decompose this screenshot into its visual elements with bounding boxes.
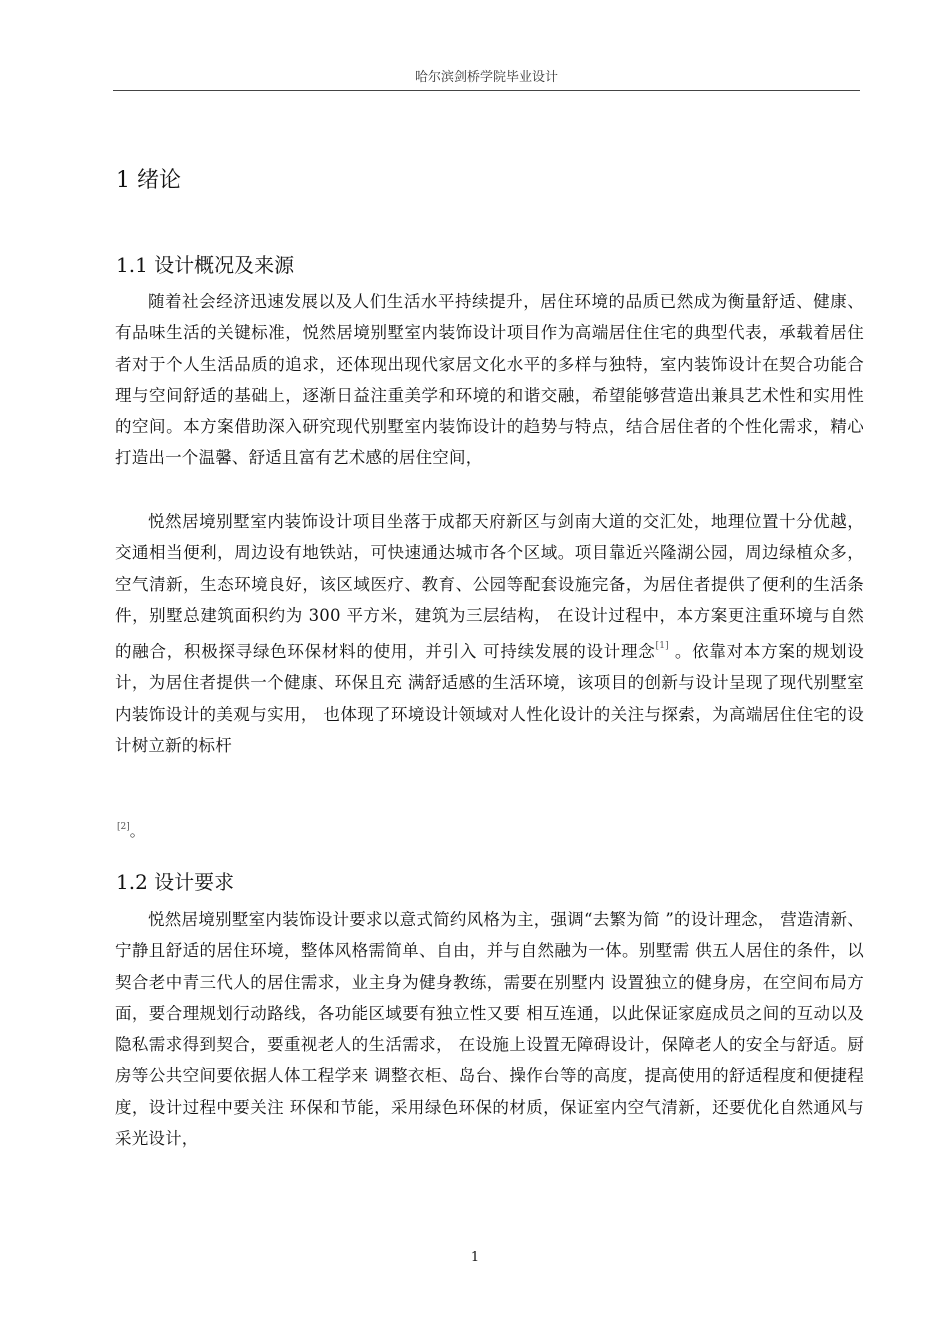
paragraph-location xyxy=(115,506,864,761)
citation-2[interactable]: [2] xyxy=(117,822,130,832)
paragraph-location-text-b: 。依靠对本方案的规划设计，为居住者提供一个健康、环保且充 满舒适感的生活环境，该项目的创新与设计呈现了现代别墅室内装饰设计的美观与实用， 也体现了环境设计领域对人性化设计的关注与探索，为高端居住住宅的设计树立新的标杆 xyxy=(115,642,864,756)
paragraph-overview: 随着社会经济迅速发展以及人们生活水平持续提升，居住环境的品质已然成为衡量舒适、健康、有品味生活的关键标准，悦然居境别墅室内装饰设计项目作为高端居住住宅的典型代表，承载着居住者对于个人生活品质的追求，还体现出现代家居文化水平的多样与独特，室内装饰设计在契合功能合理与空间舒适的基础上，逐渐日益注重美学和环境的和谐交融，希望能够营造出兼具艺术性和实用性的空间。本方案借助深入研究现代别墅室内装饰设计的趋势与特点，结合居住者的个性化需求，精心打造出一个温馨、舒适且富有艺术感的居住空间， xyxy=(115,292,864,468)
citation-line xyxy=(117,820,145,841)
page-number: 1 xyxy=(470,1250,480,1265)
chapter-title: 1 绪论 xyxy=(116,168,181,193)
paragraph-location-text-a: 悦然居境别墅室内装饰设计项目坐落于成都天府新区与剑南大道的交汇处，地理位置十分优越，交通相当便利，周边设有地铁站，可快速通达城市各个区域。项目靠近兴隆湖公园，周边绿植众多，空气清新，生态环境良好，该区域医疗、教育、公园等配套设施完备，为居住者提供了便利的生活条件，别墅总建筑面积约为 300 平方米，建筑为三层结构， 在设计过程中，本方案更注重环境与自然的融合，积极探寻绿色环保材料的使用，并引入 可持续发展的设计理念 xyxy=(115,512,864,662)
page-header xyxy=(113,64,860,91)
section-title-1-1: 1.1 设计概况及来源 xyxy=(116,253,295,277)
citation-tail: 。 xyxy=(129,822,145,840)
header-title: 哈尔滨剑桥学院毕业设计 xyxy=(414,70,558,85)
citation-1[interactable]: [1] xyxy=(655,641,669,652)
section-title-1-2: 1.2 设计要求 xyxy=(116,870,235,894)
paragraph-requirements: 悦然居境别墅室内装饰设计要求以意式简约风格为主，强调“去繁为简 ”的设计理念， 营造清新、宁静且舒适的居住环境，整体风格需简单、自由，并与自然融为一体。别墅需 供五人居住的条件，以契合老中青三代人的居住需求，业主身为健身教练，需要在别墅内 设置独立的健身房，在空间布局方面，要合理规划行动路线，各功能区域要有独立性又要 相互连通，以此保证家庭成员之间的互动以及隐私需求得到契合，要重视老人的生活需求， 在设施上设置无障碍设计，保障老人的安全与舒适。厨房等公共空间要依据人体工程学来 调整衣柜、岛台、操作台等的高度，提高使用的舒适程度和便捷程度，设计过程中要关注 环保和节能，采用绿色环保的材质，保证室内空气清新，还要优化自然通风与采光设计， xyxy=(115,910,864,1149)
